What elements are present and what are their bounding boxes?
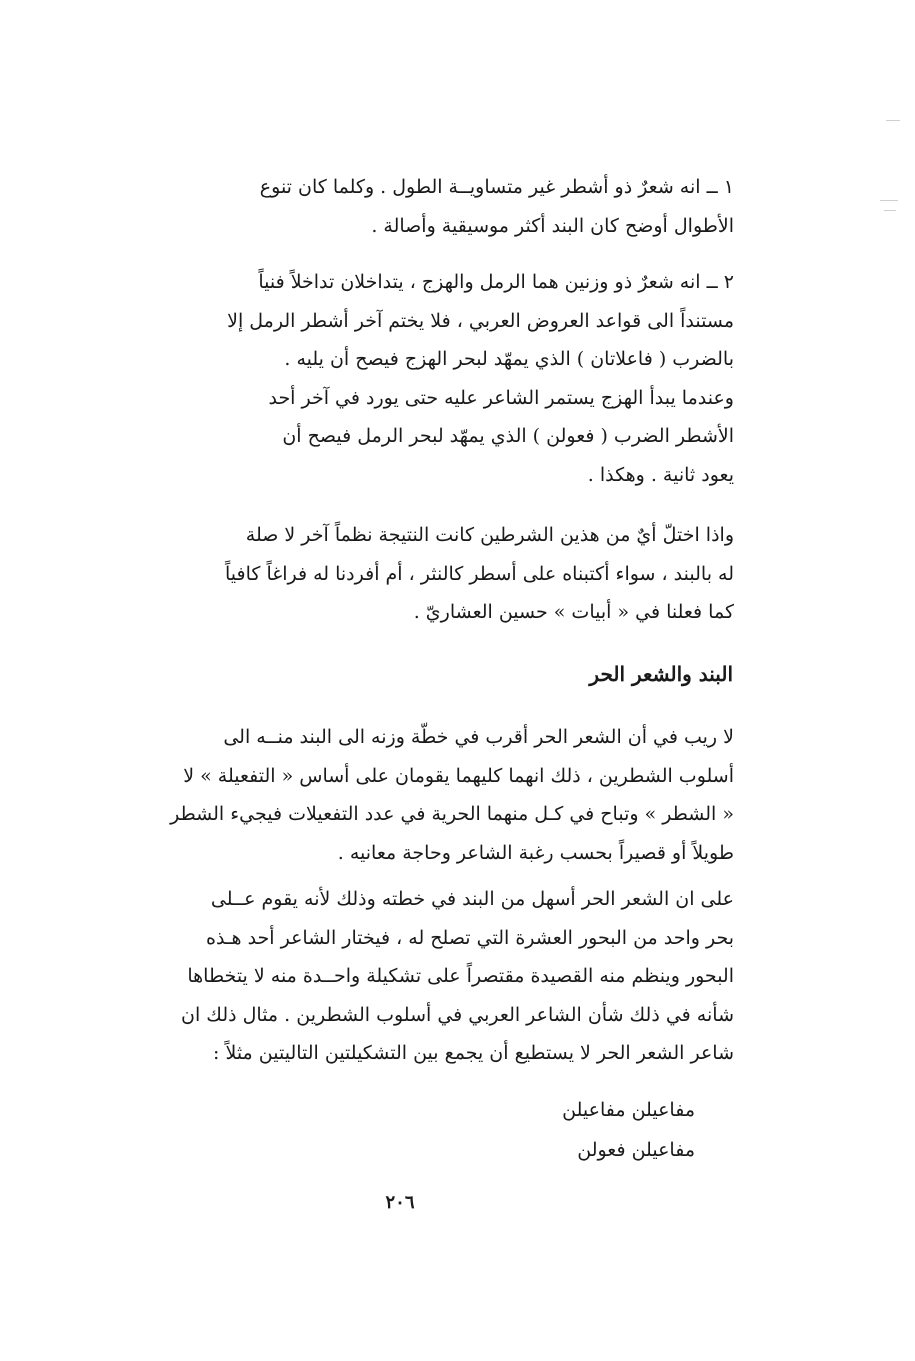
verse-line-2: مفاعيلن فعولن: [577, 1139, 695, 1161]
scan-mark: [884, 210, 896, 211]
text-line: بحر واحد من البحور العشرة التي تصلح له ، فيختار الشاعر أحد هـذه: [206, 926, 734, 949]
text-line: له بالبند ، سواء أكتبناه على أسطر كالنثر ، أم أفردنا له فراغاً كافياً: [225, 562, 734, 585]
list-item-2: [112, 263, 734, 494]
text-line: وعندما يبدأ الهزج يستمر الشاعر عليه حتى يورد في آخر أحد: [268, 386, 734, 409]
text-line: طويلاً أو قصيراً بحسب رغبة الشاعر وحاجة معانيه .: [337, 841, 734, 864]
paragraph-conditions: [112, 516, 734, 632]
paragraph-comparison: [112, 880, 734, 1073]
text-line: ٢ ــ انه شعرٌ ذو وزنين هما الرمل والهزج ، يتداخلان تداخلاً فنياً: [258, 271, 734, 293]
text-line: مستنداً الى قواعد العروض العربي ، فلا يختم آخر أشطر الرمل إلا: [227, 309, 734, 332]
text-line: بالضرب ( فاعلاتان ) الذي يمهّد لبحر الهزج فيصح أن يليه .: [284, 348, 734, 370]
paragraph-free-verse: [112, 718, 734, 872]
text-line: كما فعلنا في « أبيات » حسين العشاريّ .: [413, 601, 734, 623]
section-heading: البند والشعر الحر: [589, 662, 733, 686]
text-line: الأطوال أوضح كان البند أكثر موسيقية وأصالة .: [371, 214, 734, 237]
text-line: شأنه في ذلك شأن الشاعر العربي في أسلوب الشطرين . مثال ذلك ان: [181, 1003, 734, 1026]
text-line: ١ ــ انه شعرٌ ذو أشطر غير متساويــة الطول . وكلما كان تنوع: [259, 176, 734, 198]
page-number: ٢٠٦: [385, 1192, 415, 1213]
text-line: شاعر الشعر الحر لا يستطيع أن يجمع بين التشكيلتين التاليتين مثلاً :: [213, 1042, 734, 1064]
scan-mark: [886, 120, 900, 121]
text-line: لا ريب في أن الشعر الحر أقرب في خطّة وزنه الى البند منــه الى: [223, 726, 734, 748]
list-item-1: [112, 168, 734, 245]
text-line: على ان الشعر الحر أسهل من البند في خطته وذلك لأنه يقوم عــلى: [210, 888, 734, 910]
text-line: الأشطر الضرب ( فعولن ) الذي يمهّد لبحر الرمل فيصح أن: [282, 425, 734, 447]
text-line: أسلوب الشطرين ، ذلك انهما كليهما يقومان على أساس « التفعيلة » لا: [183, 764, 734, 787]
verse-line-1: مفاعيلن مفاعيلن: [562, 1099, 695, 1121]
text-line: البحور وينظم منه القصيدة مقتصراً على تشكيلة واحــدة منه لا يتخطاها: [187, 965, 734, 987]
scan-mark: [880, 200, 898, 201]
text-line: واذا اختلّ أيٌ من هذين الشرطين كانت النتيجة نظماً آخر لا صلة: [245, 524, 734, 546]
text-line: يعود ثانية . وهكذا .: [587, 463, 734, 486]
text-line: « الشطر » وتباح في كـل منهما الحرية في عدد التفعيلات فيجيء الشطر: [170, 803, 734, 825]
